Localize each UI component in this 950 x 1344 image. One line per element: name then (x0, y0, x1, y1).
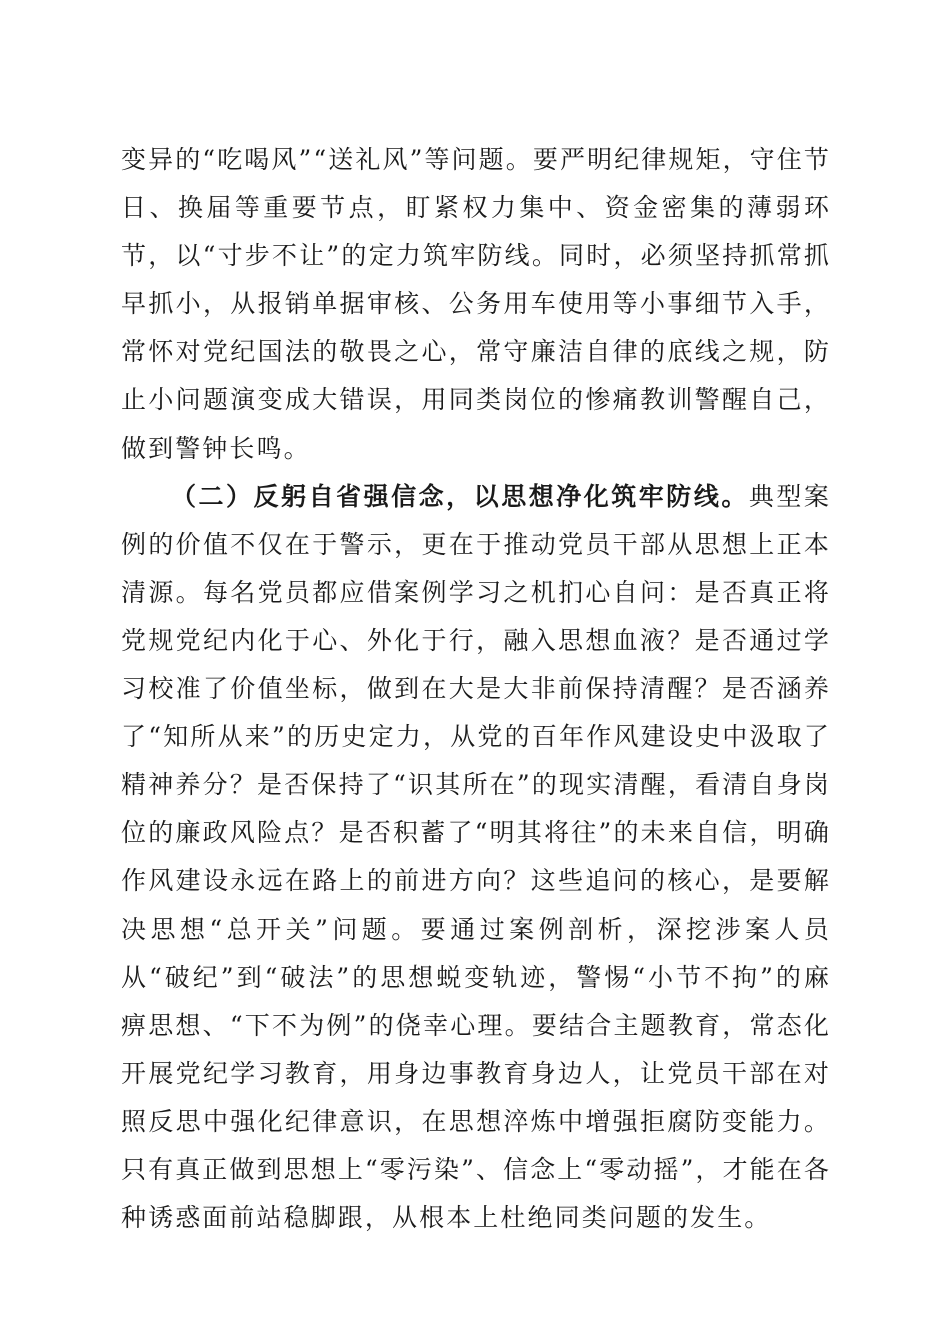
paragraph-section-two (121, 473, 831, 1243)
document-body (121, 136, 831, 1242)
paragraph-text: 典型案例的价值不仅在于警示，更在于推动党员干部从思想上正本清源。每名党员都应借案例学习之机扪心自问：是否真正将党规党纪内化于心、外化于行，融入思想血液？是否通过学习校准了价值坐标，做到在大是大非前保持清醒？是否涵养了“知所从来”的历史定力，从党的百年作风建设史中汲取了精神养分？是否保持了“识其所在”的现实清醒，看清自身岗位的廉政风险点？是否积蓄了“明其将往”的未来自信，明确作风建设永远在路上的前进方向？这些追问的核心，是要解决思想“总开关”问题。要通过案例剖析，深挖涉案人员从“破纪”到“破法”的思想蜕变轨迹，警惕“小节不拘”的麻痹思想、“下不为例”的侥幸心理。要结合主题教育，常态化开展党纪学习教育，用身边事教育身边人，让党员干部在对照反思中强化纪律意识，在思想淬炼中增强拒腐防变能力。只有真正做到思想上“零污染”、信念上“零动摇”，才能在各种诱惑面前站稳脚跟，从根本上杜绝同类问题的发生。 (121, 481, 831, 1233)
section-heading: （二）反躬自省强信念，以思想净化筑牢防线。 (171, 481, 749, 511)
paragraph-continuation (121, 136, 831, 473)
paragraph-text: 变异的“吃喝风”“送礼风”等问题。要严明纪律规矩，守住节日、换届等重要节点，盯紧权力集中、资金密集的薄弱环节，以“寸步不让”的定力筑牢防线。同时，必须坚持抓常抓早抓小，从报销单据审核、公务用车使用等小事细节入手，常怀对党纪国法的敬畏之心，常守廉洁自律的底线之规，防止小问题演变成大错误，用同类岗位的惨痛教训警醒自己，做到警钟长鸣。 (121, 145, 831, 463)
